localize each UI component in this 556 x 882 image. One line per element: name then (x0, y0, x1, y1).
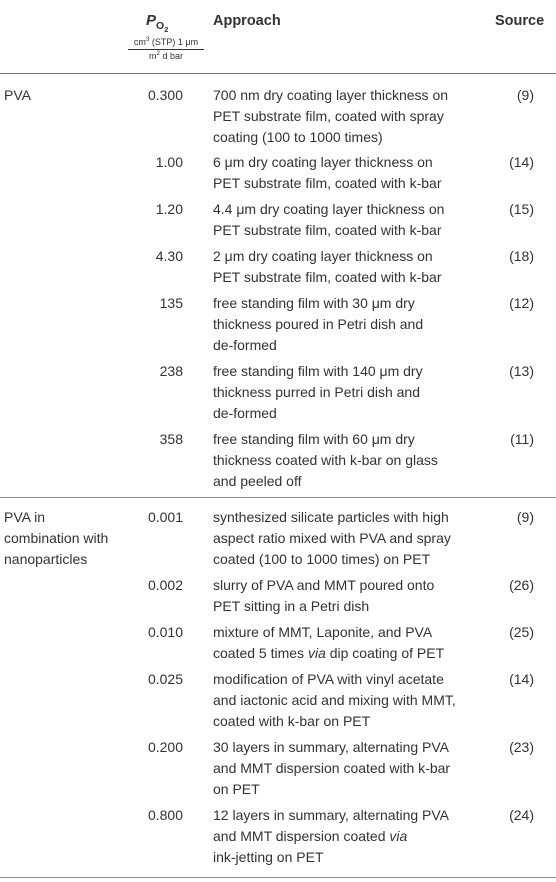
approach-line: free standing film with 30 μm dry (213, 295, 415, 311)
approach-line: aspect ratio mixed with PVA and spray (213, 530, 451, 546)
approach-line: PET substrate film, coated with k-bar (213, 269, 442, 285)
approach-line: thickness purred in Petri dish and (213, 384, 420, 400)
p-value: 0.001 (147, 509, 183, 525)
approach-line: free standing film with 140 μm dry (213, 363, 423, 379)
approach-text (213, 622, 483, 664)
approach-line: PET substrate film, coated with k-bar (213, 175, 442, 191)
approach-line: coated (100 to 1000 times) on PET (213, 551, 431, 567)
unit-numerator: $cm^3$ (STP) 1 μm (133, 36, 199, 47)
approach-line: de-formed (213, 405, 277, 421)
approach-line: PET sitting in a Petri dish (213, 598, 370, 614)
source-ref: (9) (516, 509, 534, 525)
approach-line: 2 μm dry coating layer thickness on (213, 248, 433, 264)
approach-line: and peeled off (213, 473, 302, 489)
approach-text (213, 669, 483, 732)
source-ref: (24) (509, 807, 534, 823)
approach-text (213, 199, 483, 241)
table-bottom-border (0, 877, 556, 878)
approach-line: 12 layers in summary, alternating PVA (213, 807, 450, 823)
approach-line: 4.4 μm dry coating layer thickness on (213, 201, 445, 217)
source-ref: (18) (509, 248, 534, 264)
p-value: 1.00 (155, 154, 183, 170)
approach-line: and MMT dispersion coated via (213, 828, 408, 844)
header-p-o2 (146, 12, 169, 35)
approach-text (213, 85, 483, 148)
p-value: 0.010 (147, 624, 183, 640)
approach-line: thickness coated with k-bar on glass (213, 452, 438, 468)
approach-text (213, 737, 483, 800)
material-label-pva-nanoparticles: PVA in combination with nanoparticles (4, 509, 109, 567)
approach-text (213, 805, 483, 868)
p-sub2: 2 (164, 25, 169, 35)
approach-line: modification of PVA with vinyl acetate (213, 671, 444, 687)
fraction-line (128, 49, 204, 50)
header-divider (0, 73, 556, 74)
approach-text (213, 293, 483, 356)
p-value: 0.025 (147, 671, 183, 687)
approach-text (213, 152, 483, 194)
approach-line: 6 μm dry coating layer thickness on (213, 154, 433, 170)
source-ref: (13) (509, 363, 534, 379)
approach-line: coating (100 to 1000 times) (213, 129, 383, 145)
header-approach: Approach (213, 13, 281, 29)
p-value: 1.20 (155, 201, 183, 217)
approach-text (213, 246, 483, 288)
p-value: 4.30 (155, 248, 183, 264)
approach-line: and iactonic acid and mixing with MMT, (213, 692, 456, 708)
unit-denominator: $m^2$ d bar (148, 50, 184, 61)
approach-text (213, 507, 483, 570)
p-value: 238 (159, 363, 183, 379)
approach-line: PET substrate film, coated with spray (213, 108, 444, 124)
source-ref: (15) (509, 201, 534, 217)
approach-line: on PET (213, 781, 260, 797)
approach-text (213, 361, 483, 424)
p-symbol: P (146, 12, 157, 29)
group-divider (0, 497, 556, 498)
p-value: 0.002 (147, 577, 183, 593)
source-ref: (9) (516, 87, 534, 103)
approach-line: synthesized silicate particles with high (213, 509, 449, 525)
approach-text (213, 575, 483, 617)
approach-line: 700 nm dry coating layer thickness on (213, 87, 449, 103)
p-sub: O (156, 20, 165, 32)
source-ref: (14) (509, 671, 534, 687)
source-ref: (12) (509, 295, 534, 311)
p-value: 358 (159, 431, 183, 447)
approach-line: PET substrate film, coated with k-bar (213, 222, 442, 238)
source-ref: (25) (509, 624, 534, 640)
approach-line: slurry of PVA and MMT poured onto (213, 577, 435, 593)
source-ref: (26) (509, 577, 534, 593)
header-source: Source (495, 13, 545, 29)
p-value: 0.800 (147, 807, 183, 823)
approach-line: de-formed (213, 337, 277, 353)
p-value: 135 (159, 295, 183, 311)
approach-line: 30 layers in summary, alternating PVA (213, 739, 450, 755)
approach-line: ink-jetting on PET (213, 849, 324, 865)
approach-line: coated 5 times via dip coating of PET (213, 645, 445, 661)
material-label-pva: PVA (4, 87, 31, 103)
approach-line: mixture of MMT, Laponite, and PVA (213, 624, 433, 640)
source-ref: (23) (509, 739, 534, 755)
header-unit (128, 37, 204, 62)
approach-line: thickness poured in Petri dish and (213, 316, 424, 332)
approach-text (213, 429, 483, 492)
approach-line: and MMT dispersion coated with k-bar (213, 760, 451, 776)
p-value: 0.200 (147, 739, 183, 755)
approach-line: free standing film with 60 μm dry (213, 431, 415, 447)
approach-line: coated with k-bar on PET (213, 713, 371, 729)
p-value: 0.300 (147, 87, 183, 103)
source-ref: (14) (509, 154, 534, 170)
source-ref: (11) (510, 431, 534, 447)
